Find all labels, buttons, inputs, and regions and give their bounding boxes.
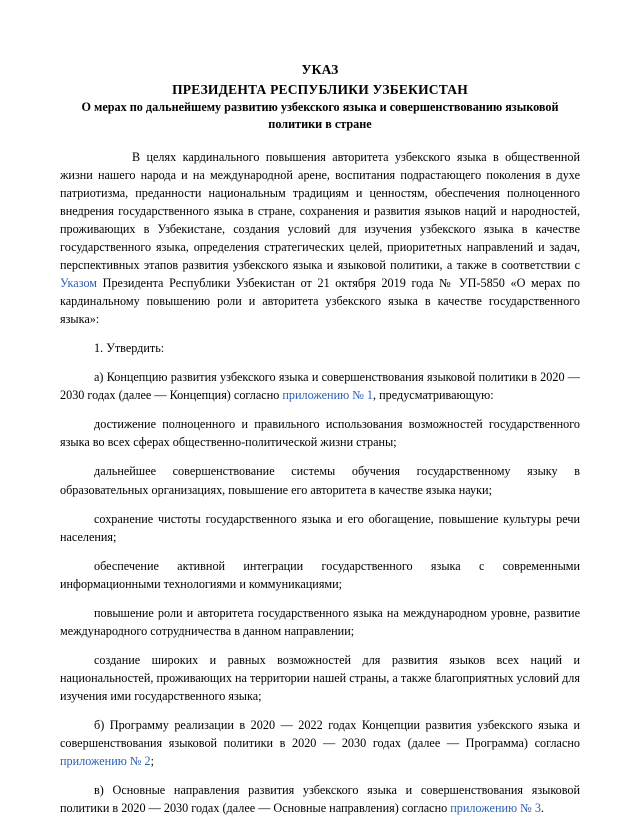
text-run: обеспечение активной интеграции государственного языка с современными информационными технологиями и коммуникациями; <box>60 558 580 591</box>
paragraph-item-1 <box>60 339 580 357</box>
inline-link[interactable]: Указом <box>60 276 98 291</box>
text-run: В целях кардинального повышения авторитета узбекского языка в общественной жизни нашего народа и на международной арене, воспитания подрастающего поколения в духе патриотизма, преданности национальным традициям и ценностям, обеспечения полноценного внедрения государственного языка в стране, сохранения и развития языков наций и народностей, проживающих в Узбекистане, создания условий для изучения узбекского языка в качестве государственного языка, определения стратегических целей, приоритетных направлений и задач, перспективных этапов развития узбекского языка и языковой политики, а также в соответствии с <box>60 149 580 273</box>
document-body <box>60 148 580 817</box>
paragraph-bullet-4 <box>60 557 580 593</box>
paragraph-bullet-6 <box>60 651 580 705</box>
text-run: Президента Республики Узбекистан от 21 октября 2019 года № УП-5850 «О мерах по кардинальному повышению роли и авторитета узбекского языка в качестве государственного языка»: <box>60 276 580 327</box>
text-run: а) Концепцию развития узбекского языка и совершенствования языковой политики в 2020 — 2030 годах (далее — Концепция) согласно <box>60 370 580 403</box>
paragraph-bullet-2 <box>60 462 580 498</box>
document-title-block <box>60 60 580 134</box>
text-run: сохранение чистоты государственного языка и его обогащение, повышение культуры речи населения; <box>60 511 580 544</box>
text-run: 1. Утвердить: <box>94 341 165 356</box>
text-run: в) Основные направления развития узбекского языка и совершенствования языковой политики в 2020 — 2030 годах (далее — Основные направления) согласно <box>60 783 580 816</box>
text-run: б) Программу реализации в 2020 — 2022 годах Концепции развития узбекского языка и совершенствования языковой политики в 2020 — 2030 годах (далее — Программа) согласно <box>60 718 580 751</box>
document-subtitle: О мерах по дальнейшему развитию узбекского языка и совершенствованию языковой политики в стране <box>81 100 559 132</box>
paragraph-item-1a <box>60 368 580 404</box>
paragraph-bullet-3 <box>60 510 580 546</box>
text-run: дальнейшее совершенствование системы обучения государственному языку в образовательных организациях, повышение его авторитета в качестве языка науки; <box>60 464 580 497</box>
inline-link[interactable]: приложению № 1 <box>282 388 374 403</box>
paragraph-item-1b <box>60 716 580 770</box>
inline-link[interactable]: приложению № 3 <box>450 801 541 816</box>
text-run: повышение роли и авторитета государственного языка на международном уровне, развитие международного сотрудничества в данном направлении; <box>60 605 580 638</box>
text-run: ; <box>150 754 155 769</box>
paragraph-bullet-5 <box>60 604 580 640</box>
document-title-line-2: ПРЕЗИДЕНТА РЕСПУБЛИКИ УЗБЕКИСТАН <box>172 81 468 97</box>
text-run: , предусматривающую: <box>373 388 494 403</box>
inline-link[interactable]: приложению № 2 <box>60 754 151 769</box>
text-run: создание широких и равных возможностей для развития языков всех наций и национальностей, проживающих на территории нашей страны, а также благоприятных условий для изучения ими государственного языка; <box>60 652 580 703</box>
document-title-line-1: УКАЗ <box>301 62 339 77</box>
text-run: достижение полноценного и правильного использования возможностей государственного языка во всех сферах общественно-политической жизни страны; <box>60 417 580 450</box>
paragraph-item-1v <box>60 781 580 817</box>
text-run: . <box>540 801 544 816</box>
paragraph-bullet-1 <box>60 415 580 451</box>
paragraph-preamble <box>60 148 580 328</box>
